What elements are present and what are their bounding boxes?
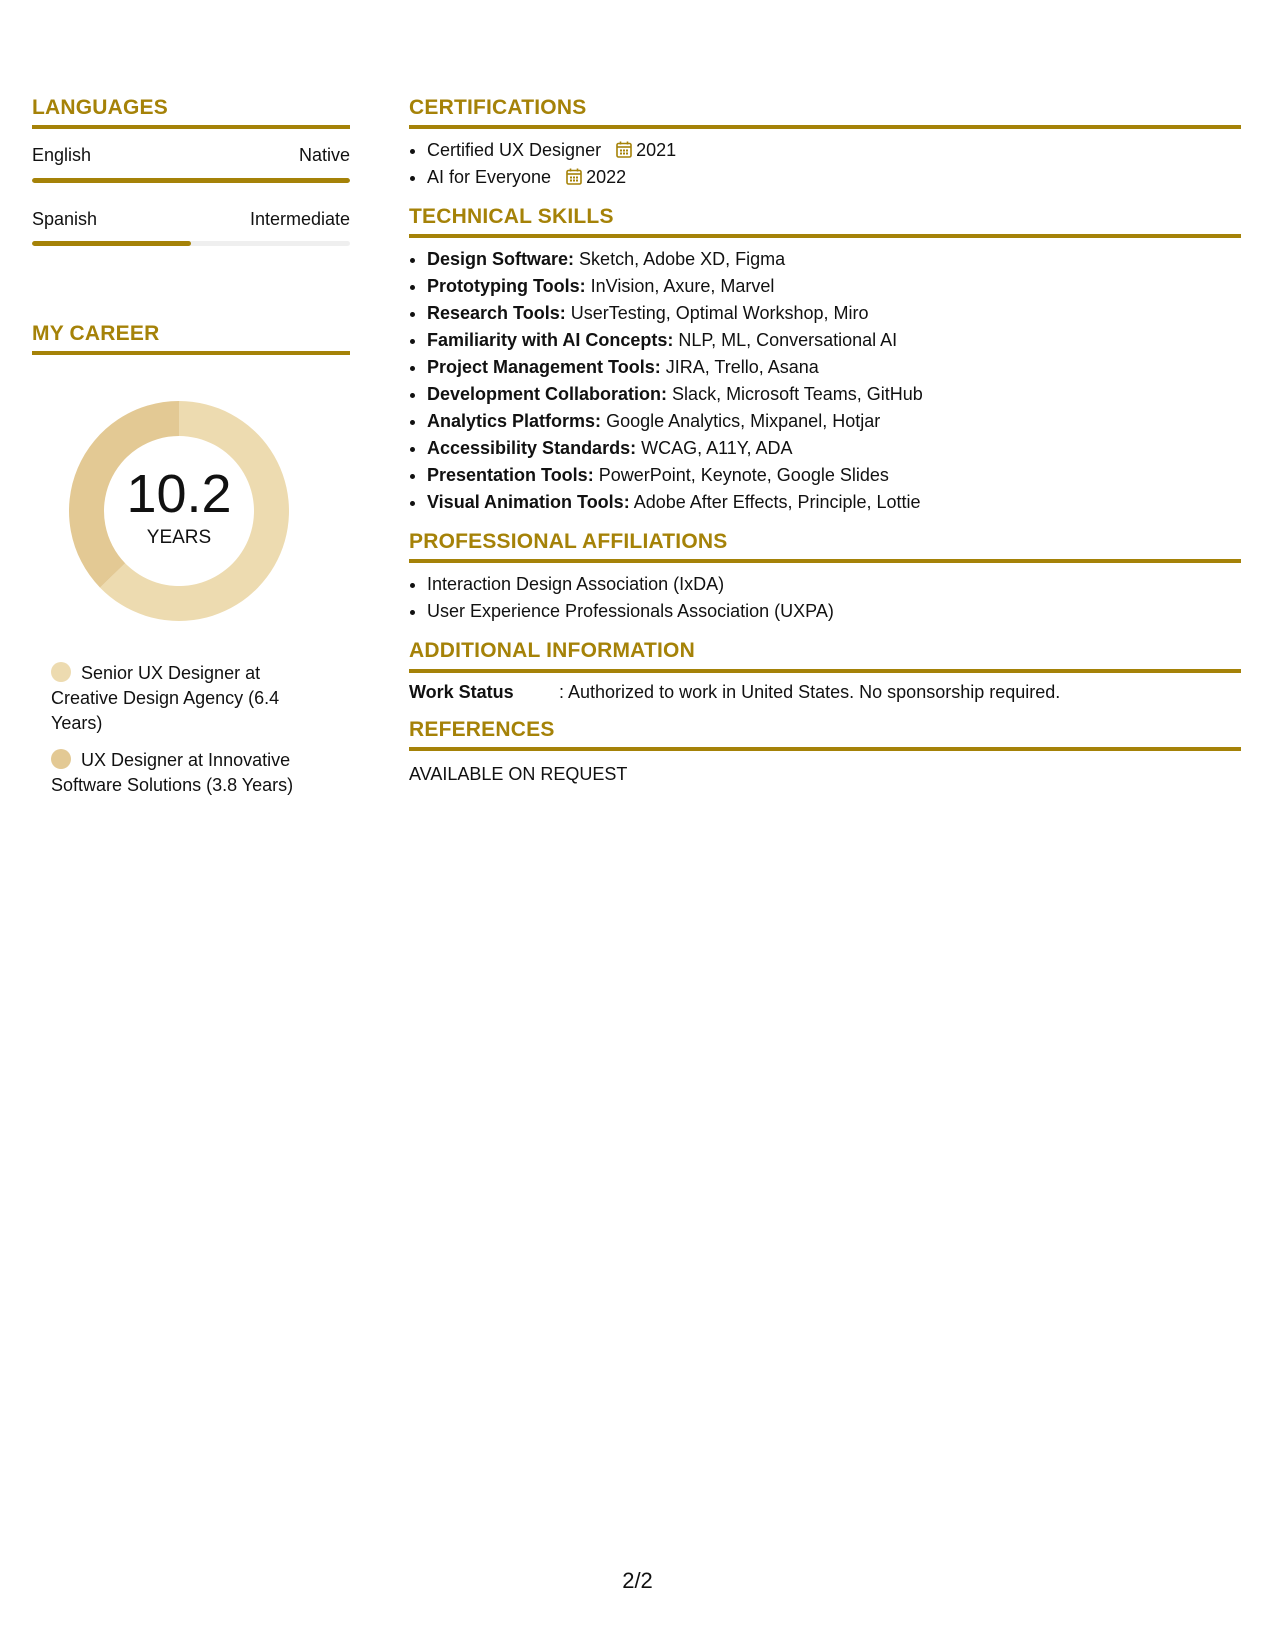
additional-info-section — [409, 639, 1241, 704]
skill-value: InVision, Axure, Marvel — [590, 276, 775, 297]
skill-value: NLP, ML, Conversational AI — [678, 330, 898, 351]
affiliation-item: • Interaction Design Association (IxDA) — [427, 571, 1241, 598]
skill-label: Design Software: — [427, 249, 575, 270]
language-name: Spanish — [32, 208, 98, 229]
affiliation-item: • User Experience Professionals Association (UXPA) — [427, 598, 1241, 625]
donut-center — [67, 399, 291, 623]
skill-value: PowerPoint, Keynote, Google Slides — [598, 465, 889, 486]
language-item — [32, 209, 350, 247]
affiliations-section — [409, 530, 1241, 625]
languages-title: LANGUAGES — [32, 96, 350, 129]
language-level: Native — [298, 145, 350, 166]
affiliations-title: PROFESSIONAL AFFILIATIONS — [409, 530, 1241, 563]
skill-label: Analytics Platforms: — [427, 411, 602, 432]
legend-dot — [51, 662, 71, 682]
skill-item — [427, 327, 1241, 354]
work-status-row — [409, 681, 1241, 704]
certification-item — [427, 164, 1241, 191]
technical-skills-list — [409, 246, 1241, 516]
skill-item — [427, 489, 1241, 516]
language-level: Intermediate — [249, 208, 350, 229]
skill-value: Slack, Microsoft Teams, GitHub — [672, 384, 923, 405]
skill-item — [427, 381, 1241, 408]
affiliations-list — [409, 571, 1241, 625]
skill-item — [427, 462, 1241, 489]
skill-item — [427, 300, 1241, 327]
references-text: AVAILABLE ON REQUEST — [409, 764, 628, 785]
certifications-section — [409, 96, 1241, 191]
skill-label: Accessibility Standards: — [427, 438, 637, 459]
technical-skills-title: TECHNICAL SKILLS — [409, 205, 1241, 238]
language-proficiency-fill — [32, 178, 350, 183]
skill-item — [427, 273, 1241, 300]
references-section — [409, 718, 1241, 787]
certifications-list — [409, 137, 1241, 191]
skill-value: JIRA, Trello, Asana — [665, 357, 819, 378]
legend-item — [51, 661, 321, 736]
certification-item — [427, 137, 1241, 164]
skill-label: Visual Animation Tools: — [427, 492, 630, 513]
career-legend — [51, 661, 321, 798]
skill-item — [427, 435, 1241, 462]
left-column — [32, 96, 350, 810]
language-name: English — [32, 145, 92, 166]
language-proficiency-bar — [32, 178, 350, 183]
skill-item — [427, 354, 1241, 381]
skill-label: Presentation Tools: — [427, 465, 594, 486]
language-proficiency-fill — [32, 241, 191, 246]
skill-value: WCAG, A11Y, ADA — [641, 438, 793, 459]
additional-info-title: ADDITIONAL INFORMATION — [409, 639, 1241, 672]
page-number: 2/2 — [622, 1568, 653, 1593]
calendar-icon — [616, 141, 632, 158]
skill-label: Prototyping Tools: — [427, 276, 586, 297]
right-column — [409, 96, 1241, 786]
career-total-years: 10.2 — [126, 464, 232, 525]
skill-value: Sketch, Adobe XD, Figma — [579, 249, 786, 270]
skill-item — [427, 246, 1241, 273]
work-status-label: Work Status — [409, 681, 514, 702]
languages-section — [32, 96, 350, 246]
career-title: MY CAREER — [32, 322, 350, 355]
work-status-value: : Authorized to work in United States. No sponsorship required. — [559, 681, 1061, 702]
certification-year: 2021 — [636, 140, 677, 161]
certification-year: 2022 — [586, 167, 627, 188]
career-total-unit: YEARS — [146, 527, 212, 549]
legend-label: Senior UX Designer at Creative Design Agency (6.4 Years) — [51, 663, 280, 734]
career-donut-chart — [67, 399, 291, 623]
skill-label: Project Management Tools: — [427, 357, 661, 378]
certification-name: Certified UX Designer — [427, 140, 602, 161]
career-section — [32, 322, 350, 798]
language-item — [32, 145, 350, 183]
references-title: REFERENCES — [409, 718, 1241, 751]
legend-item — [51, 748, 321, 798]
skill-value: UserTesting, Optimal Workshop, Miro — [570, 303, 869, 324]
certifications-title: CERTIFICATIONS — [409, 96, 1241, 129]
skill-value: Google Analytics, Mixpanel, Hotjar — [606, 411, 881, 432]
skill-value: Adobe After Effects, Principle, Lottie — [633, 492, 921, 513]
legend-label: UX Designer at Innovative Software Solutions (3.8 Years) — [51, 750, 294, 796]
skill-label: Research Tools: — [427, 303, 566, 324]
skill-label: Familiarity with AI Concepts: — [427, 330, 674, 351]
certification-name: AI for Everyone — [427, 167, 552, 188]
legend-dot — [51, 749, 71, 769]
technical-skills-section — [409, 205, 1241, 516]
skill-label: Development Collaboration: — [427, 384, 668, 405]
skill-item — [427, 408, 1241, 435]
language-proficiency-bar — [32, 241, 350, 246]
calendar-icon — [566, 168, 582, 185]
